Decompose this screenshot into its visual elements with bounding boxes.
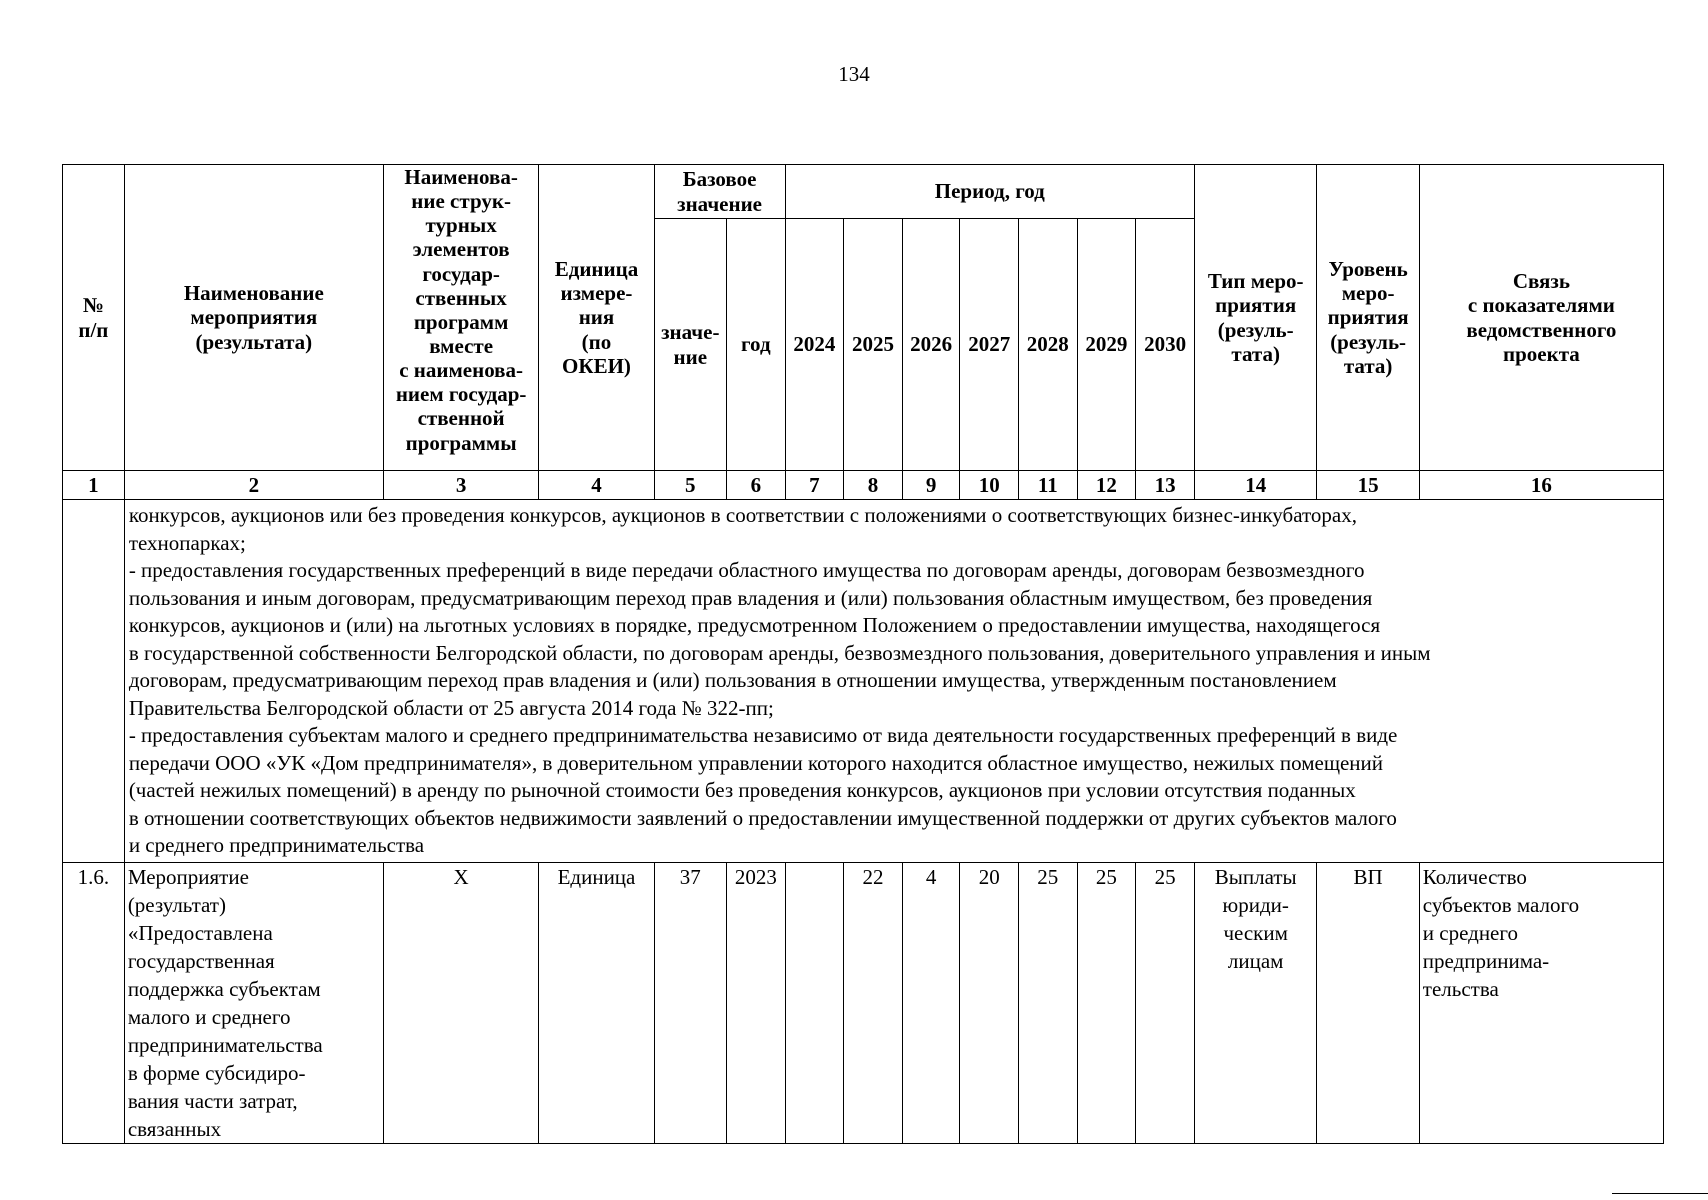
- description-line: - предоставления государственных преференций в виде передачи областного имущества по договорам аренды, договорам безвозмездного: [128, 558, 1365, 582]
- value-2029: 25: [1077, 862, 1136, 1143]
- measure-level: ВП: [1317, 862, 1419, 1143]
- column-number: 15: [1317, 471, 1419, 500]
- header-year-2026: 2026: [902, 219, 960, 471]
- description-line: пользования и иным договорам, предусматривающим переход прав владения и (или) пользования областным имуществом, без проведения: [128, 585, 1373, 610]
- header-number: № п/п: [63, 165, 125, 471]
- unit: Единица: [539, 862, 654, 1143]
- value-2028: 25: [1019, 862, 1078, 1143]
- column-number: 3: [383, 471, 539, 500]
- header-structural-elements: Наименова- ние струк- турных элементов государ- ственных программ вместе с наименова- нием государ- ственной программы: [383, 165, 539, 471]
- header-measure-name: Наименование мероприятия (результата): [124, 165, 383, 471]
- measure-name: Мероприятие (результат) «Предоставлена государственная поддержка субъектам малого и среднего предпринимательства в форме субсидиро- вания части затрат, связанных: [124, 862, 383, 1143]
- description-line: технопарках;: [128, 530, 246, 555]
- description-line: в отношении соответствующих объектов недвижимости заявлений о предоставлении имущественной поддержки от других субъектов малого: [128, 805, 1397, 830]
- header-period-group: Период, год: [785, 165, 1194, 219]
- header-measure-level: Уровень меро- приятия (резуль- тата): [1317, 165, 1419, 471]
- header-base-year: год: [727, 219, 786, 471]
- value-2026: 4: [902, 862, 960, 1143]
- page-number: 134: [838, 62, 870, 86]
- column-number: 6: [727, 471, 786, 500]
- table-row-1-6: [63, 862, 1664, 1143]
- column-number: 11: [1019, 471, 1078, 500]
- measures-table: [62, 164, 1664, 1144]
- column-number: 4: [539, 471, 654, 500]
- header-base-value: значе- ние: [654, 219, 726, 471]
- base-year: 2023: [727, 862, 786, 1143]
- column-number: 7: [785, 471, 844, 500]
- description-number-cell: [63, 500, 125, 863]
- description-row: [63, 500, 1664, 863]
- description-line: Правительства Белгородской области от 25 августа 2014 года № 322-пп;: [128, 695, 774, 720]
- column-number: 8: [844, 471, 903, 500]
- description-line: в государственной собственности Белгородской области, по договорам аренды, безвозмездного пользования, доверительного управления и иным: [128, 640, 1431, 665]
- description-line: - предоставления субъектам малого и среднего предпринимательства независимо от вида деятельности государственных преференций в виде: [128, 723, 1398, 747]
- value-2024: [785, 862, 844, 1143]
- column-number-row: [63, 471, 1664, 500]
- value-2027: 20: [960, 862, 1019, 1143]
- value-2025: 22: [844, 862, 903, 1143]
- row-number: 1.6.: [63, 862, 125, 1143]
- description-line: договорам, предусматривающим переход прав владения и (или) пользования в отношении имущества, утвержденным постановлением: [128, 668, 1337, 692]
- description-line: и среднего предпринимательства: [128, 833, 425, 857]
- header-year-2027: 2027: [960, 219, 1019, 471]
- column-number: 9: [902, 471, 960, 500]
- description-line: передачи ООО «УК «Дом предпринимателя», в доверительном управлении которого находится областное имущество, нежилых помещений: [128, 750, 1384, 775]
- description-line: конкурсов, аукционов и (или) на льготных условиях в порядке, предусмотренном Положением о предоставлении имущества, находящегося: [128, 613, 1381, 637]
- header-year-2025: 2025: [844, 219, 903, 471]
- measure-type: Выплаты юриди- ческим лицам: [1194, 862, 1317, 1143]
- column-number: 2: [124, 471, 383, 500]
- column-number: 1: [63, 471, 125, 500]
- description-text: [124, 500, 1663, 863]
- header-base-group: Базовое значение: [654, 165, 785, 219]
- header-project-link: Связь с показателями ведомственного проекта: [1419, 165, 1663, 471]
- header-measure-type: Тип меро- приятия (резуль- тата): [1194, 165, 1317, 471]
- structural-element: Х: [383, 862, 539, 1143]
- header-year-2030: 2030: [1136, 219, 1195, 471]
- header-year-2024: 2024: [785, 219, 844, 471]
- column-number: 13: [1136, 471, 1195, 500]
- footer-rule: [1612, 1193, 1708, 1194]
- column-number: 12: [1077, 471, 1136, 500]
- value-2030: 25: [1136, 862, 1195, 1143]
- column-number: 14: [1194, 471, 1317, 500]
- header-year-2028: 2028: [1019, 219, 1078, 471]
- header-year-2029: 2029: [1077, 219, 1136, 471]
- description-line: конкурсов, аукционов или без проведения конкурсов, аукционов в соответствии с положениями о соответствующих бизнес-инкубаторах,: [128, 503, 1357, 527]
- column-number: 16: [1419, 471, 1663, 500]
- project-link: Количество субъектов малого и среднего предпринима- тельства: [1419, 862, 1663, 1143]
- description-line: (частей нежилых помещений) в аренду по рыночной стоимости без проведения конкурсов, аукционов при условии отсутствия поданных: [128, 778, 1356, 802]
- base-value: 37: [654, 862, 726, 1143]
- header-unit: Единица измере- ния (по ОКЕИ): [539, 165, 654, 471]
- column-number: 5: [654, 471, 726, 500]
- column-number: 10: [960, 471, 1019, 500]
- header-row-1: [63, 165, 1664, 219]
